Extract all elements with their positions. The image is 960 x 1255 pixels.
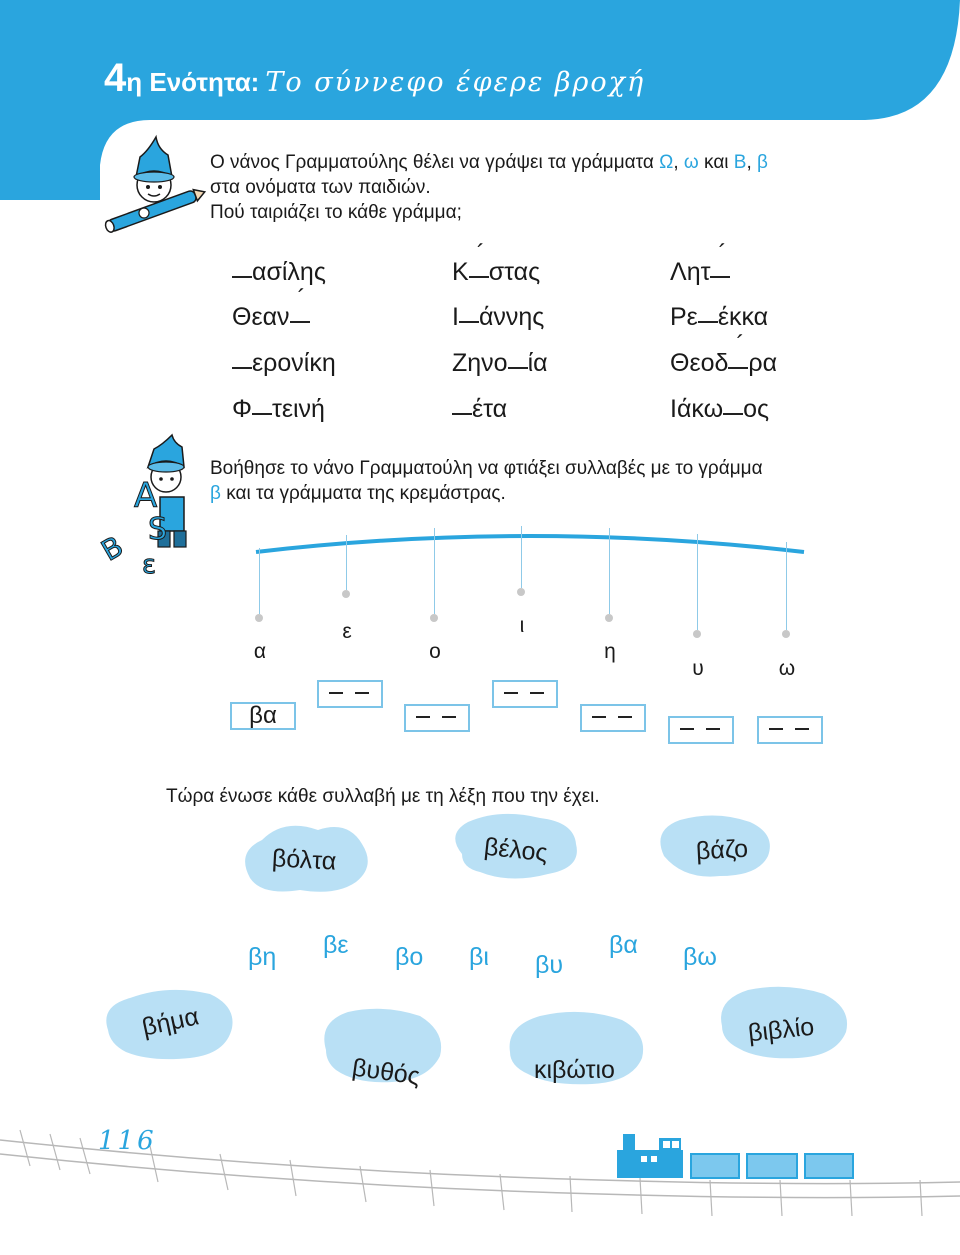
syllable-vw[interactable]: βω (683, 943, 717, 971)
syllable-ve[interactable]: βε (323, 931, 349, 959)
instruction-line-1: Βοήθησε το νάνο Γραμματούλη να φτιάξει συλλαβές με το γράμμα (210, 458, 763, 479)
exercise3-instruction: Τώρα ένωσε κάθε συλλαβή με τη λέξη που την έχει. (166, 786, 600, 807)
unit-title (104, 56, 645, 101)
hanger-letter: ω (778, 657, 796, 680)
name-fill-r4c3[interactable] (670, 395, 769, 424)
name-fill-r4c2[interactable] (452, 395, 507, 424)
name-part: Ιάκω (670, 395, 724, 423)
syllable-vi[interactable]: βι (469, 943, 489, 971)
cloud-word-volta[interactable]: βόλτα (271, 844, 338, 876)
hanger-bar (250, 520, 810, 560)
name-fill-r2c2[interactable] (452, 303, 544, 332)
comma: , (746, 152, 758, 173)
hanger-hook (430, 614, 438, 622)
cloud-word-vima[interactable]: βήμα (139, 1002, 202, 1042)
hanger-string (609, 528, 610, 614)
unit-subtitle: Το σύννεφο έφερε βροχή (265, 67, 646, 98)
hanger-hook (255, 614, 263, 622)
name-fill-r2c1[interactable] (232, 303, 310, 332)
comma: , (673, 152, 684, 173)
hanger-hook (342, 590, 350, 598)
svg-text:ε: ε (142, 550, 157, 580)
name-part: Ι (452, 303, 459, 331)
syllable-box-bw[interactable] (757, 716, 823, 744)
name-fill-r3c2[interactable] (452, 349, 548, 378)
gnome-with-letters-icon (95, 435, 210, 580)
name-part: έτα (472, 395, 508, 423)
letter-big-beta: Β (733, 152, 747, 173)
name-fill-r1c1[interactable] (232, 258, 326, 287)
name-part: ασίλης (252, 258, 326, 286)
name-part: ερονίκη (252, 349, 336, 377)
name-part: Θεαν (232, 303, 290, 331)
hanger-string (434, 528, 435, 614)
exercise1-instruction (210, 150, 768, 225)
syllable-box-bh[interactable] (580, 704, 646, 732)
instruction-line-3: Πού ταιριάζει το κάθε γράμμα; (210, 202, 462, 223)
hanger-hook (605, 614, 613, 622)
letter-beta: β (210, 483, 221, 504)
syllable-va[interactable]: βα (609, 931, 638, 959)
name-part: Ζηνο (452, 349, 508, 377)
cloud-word-vazo[interactable]: βάζο (695, 834, 749, 866)
svg-text:B: B (95, 529, 129, 568)
cloud-word-kivotio[interactable]: κιβώτιο (534, 1056, 615, 1084)
letter-small-beta: β (757, 152, 768, 173)
hanger-string (697, 534, 698, 630)
syllable-box-bi[interactable] (492, 680, 558, 708)
unit-number: 4 (104, 56, 127, 100)
hanger-string (346, 535, 347, 590)
train-icon (615, 1132, 855, 1184)
syllable-vh[interactable]: βη (248, 943, 277, 971)
instruction-line-2: και τα γράμματα της κρεμάστρας. (220, 483, 506, 504)
letter-big-omega: Ω (659, 152, 674, 173)
name-part: Κ (452, 258, 469, 286)
name-fill-r3c3[interactable] (670, 349, 777, 378)
syllable-vy[interactable]: βυ (535, 951, 564, 979)
name-fill-r1c3[interactable] (670, 258, 730, 287)
name-fill-r2c3[interactable] (670, 303, 768, 332)
name-fill-r4c1[interactable] (232, 395, 325, 424)
gnome-with-pencil-icon (96, 135, 206, 235)
svg-text:A: A (134, 476, 158, 516)
name-part: στας (488, 258, 541, 286)
unit-label: Ενότητα: (149, 67, 260, 97)
syllable-box-example: βα (230, 702, 296, 730)
hanger-letter: ι (519, 614, 525, 637)
name-part: τεινή (271, 395, 325, 423)
syllable-vo[interactable]: βο (395, 943, 424, 971)
instruction-line-2: στα ονόματα των παιδιών. (210, 177, 431, 198)
and-word: και (698, 152, 734, 173)
syllable-box-bo[interactable] (404, 704, 470, 732)
cloud-word-vythos[interactable]: βυθός (350, 1053, 422, 1091)
unit-ordinal: η (126, 67, 143, 97)
hanger-string (521, 526, 522, 588)
name-part: ρα (748, 349, 778, 377)
hanger-hook (693, 630, 701, 638)
letter-small-omega: ω (683, 152, 699, 173)
hanger-hook (517, 588, 525, 596)
svg-text:S: S (148, 512, 168, 547)
hanger-string (786, 542, 787, 630)
name-fill-r3c1[interactable] (232, 349, 336, 378)
syllable-box-be[interactable] (317, 680, 383, 708)
name-part: έκκα (717, 303, 769, 331)
syllable-box-by[interactable] (668, 716, 734, 744)
hanger-letter: η (604, 640, 616, 663)
hanger-string (259, 548, 260, 614)
instruction-text: Ο νάνος Γραμματούλης θέλει να γράψει τα γράμματα (210, 152, 660, 173)
exercise2-instruction (210, 456, 763, 506)
hanger-hook (782, 630, 790, 638)
hanger-letter: ε (342, 620, 352, 643)
name-part: Θεοδ (670, 349, 729, 377)
page-number: 116 (98, 1126, 157, 1156)
cloud-word-vivlio[interactable]: βιβλίο (746, 1012, 816, 1048)
name-part: Φ (232, 395, 252, 423)
name-part: Λητ (670, 258, 711, 286)
cloud-word-velos[interactable]: βέλος (482, 832, 549, 868)
name-fill-r1c2[interactable] (452, 258, 540, 287)
name-part: ος (743, 395, 770, 423)
hanger-letter: ο (429, 640, 441, 663)
hanger-letter: α (253, 640, 267, 663)
name-part: ία (527, 349, 548, 377)
name-part: Ρε (670, 303, 698, 331)
name-part: άννης (478, 303, 545, 331)
hanger-letter: υ (692, 657, 704, 680)
